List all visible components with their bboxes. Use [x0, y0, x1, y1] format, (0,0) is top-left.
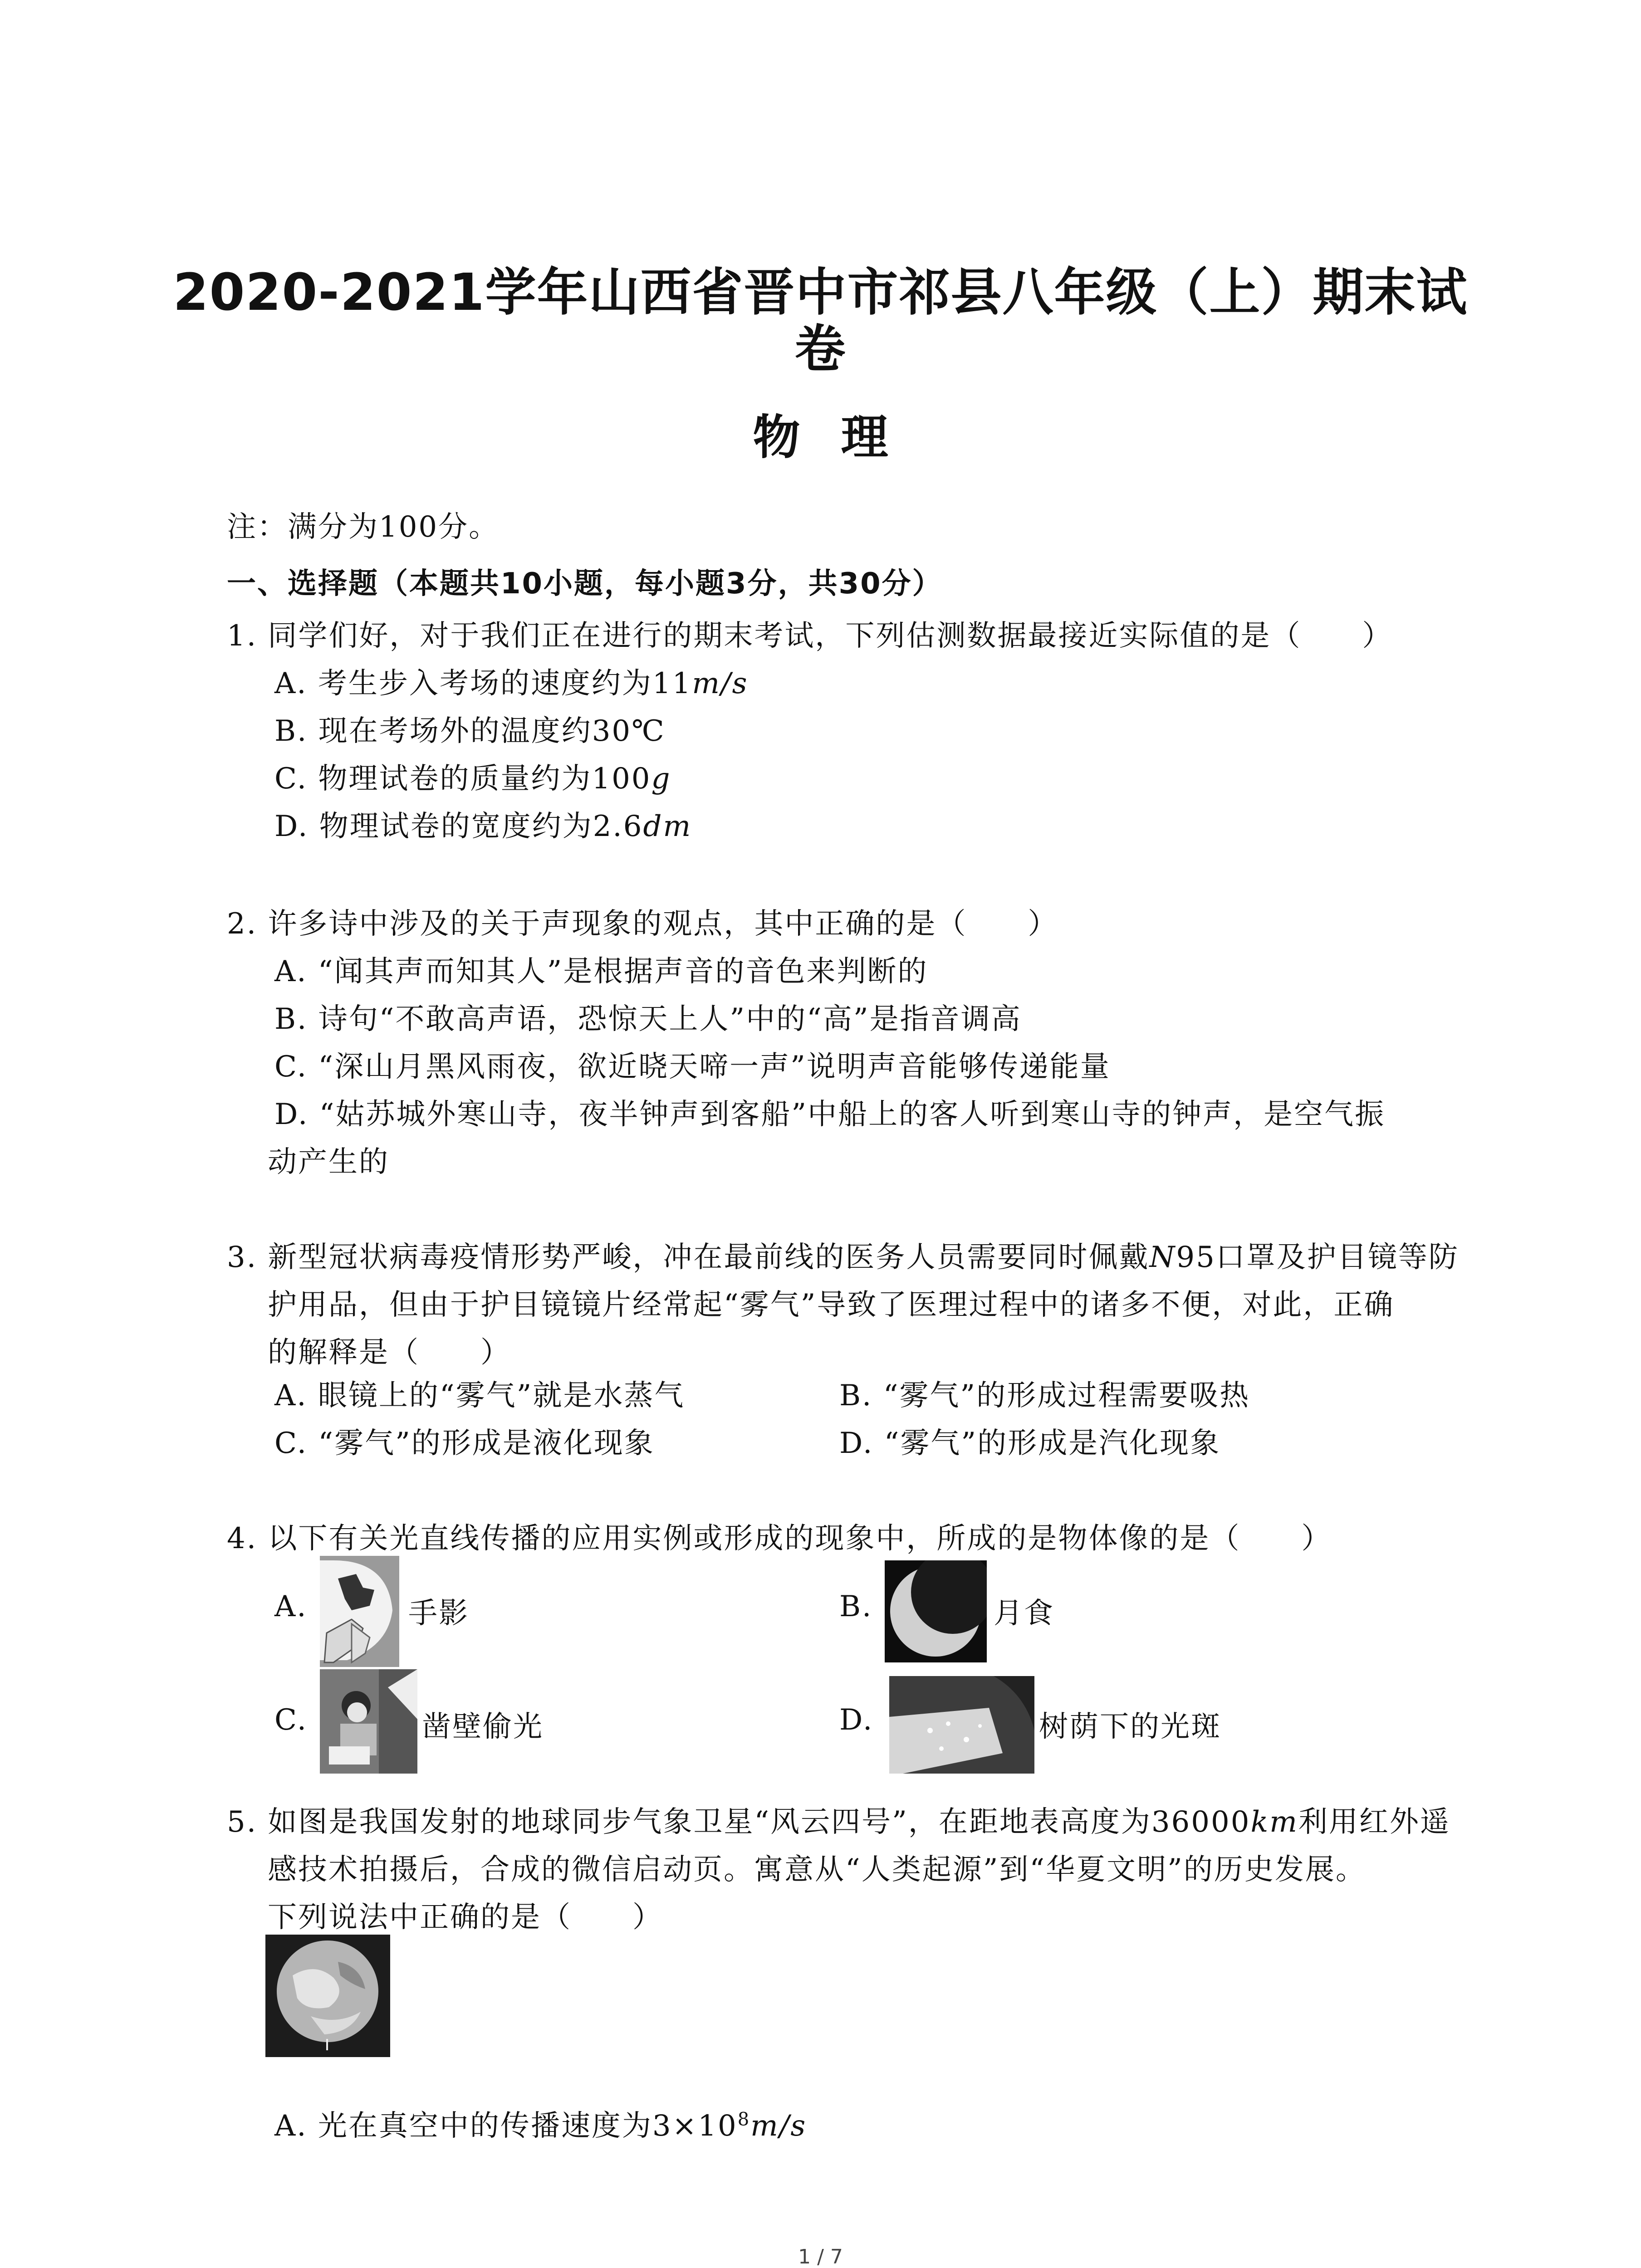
q1-stem: 1. 同学们好，对于我们正在进行的期末考试，下列估测数据最接近实际值的是（ ） [227, 619, 1393, 653]
q5-stem-line2: 感技术拍摄后，合成的微信启动页。寓意从“人类起源”到“华夏文明”的历史发展。 [268, 1853, 1366, 1887]
q1-option-a: A. 考生步入考场的速度约为11m/s [274, 667, 749, 700]
hand-shadow-image [320, 1556, 399, 1667]
q1-option-c: C. 物理试卷的质量约为100g [274, 762, 671, 796]
q4-option-d-letter: D. [839, 1703, 874, 1737]
q2-stem: 2. 许多诗中涉及的关于声现象的观点，其中正确的是（ ） [227, 907, 1058, 941]
q2-option-d-line2: 动产生的 [268, 1145, 389, 1179]
eclipse-image [885, 1560, 987, 1662]
q4-option-b-text: 月食 [994, 1597, 1054, 1630]
q3-option-a: A. 眼镜上的“雾气”就是水蒸气 [274, 1379, 685, 1413]
q3-stem-line3: 的解释是（ ） [268, 1336, 511, 1369]
earth-illustration [265, 1935, 390, 2057]
q4-option-a-text: 手影 [408, 1597, 469, 1630]
q3-option-c: C. “雾气”的形成是液化现象 [274, 1427, 655, 1460]
page-number: 1 / 7 [798, 2245, 843, 2268]
tree-light-spots-illustration [889, 1676, 1034, 1774]
q3-stem-line1: 3. 新型冠状病毒疫情形势严峻，冲在最前线的医务人员需要同时佩戴N95口罩及护目镜等防 [227, 1241, 1459, 1274]
chisel-wall-illustration [320, 1669, 417, 1774]
q2-option-a: A. “闻其声而知其人”是根据声音的音色来判断的 [274, 955, 928, 988]
q4-option-d-text: 树荫下的光斑 [1039, 1710, 1221, 1744]
exam-title-line1: 2020-2021学年山西省晋中市祁县八年级（上）期末试 [173, 263, 1468, 322]
q4-option-c-letter: C. [274, 1703, 308, 1737]
q3-stem-line2: 护用品，但由于护目镜镜片经常起“雾气”导致了医理过程中的诸多不便，对此，正确 [268, 1288, 1395, 1322]
q3-option-d: D. “雾气”的形成是汽化现象 [839, 1427, 1221, 1460]
earth-satellite-image [265, 1935, 390, 2057]
chisel-wall-image [320, 1669, 417, 1774]
q4-stem: 4. 以下有关光直线传播的应用实例或形成的现象中，所成的是物体像的是（ ） [227, 1522, 1332, 1555]
score-note: 注：满分为100分。 [227, 510, 500, 544]
q3-option-b: B. “雾气”的形成过程需要吸热 [839, 1379, 1250, 1413]
q5-stem-line1: 5. 如图是我国发射的地球同步气象卫星“风云四号”，在距地表高度为36000km利用红外遥 [227, 1805, 1450, 1839]
q5-stem-line3: 下列说法中正确的是（ ） [268, 1901, 663, 1934]
section-heading: 一、选择题（本题共10小题，每小题3分，共30分） [227, 567, 943, 601]
q2-option-d-line1: D. “姑苏城外寒山寺，夜半钟声到客船”中船上的客人听到寒山寺的钟声，是空气振 [274, 1098, 1386, 1131]
q4-option-a-letter: A. [274, 1590, 308, 1623]
q2-option-c: C. “深山月黑风雨夜，欲近晓天啼一声”说明声音能够传递能量 [274, 1050, 1111, 1084]
q4-option-b-letter: B. [839, 1590, 873, 1623]
tree-light-spots-image [889, 1676, 1034, 1774]
q5-option-a: A. 光在真空中的传播速度为$3\times 10^8m/s$ [274, 2109, 807, 2143]
hand-shadow-illustration [320, 1556, 399, 1667]
q1-option-d: D. 物理试卷的宽度约为2.6dm [274, 810, 692, 843]
q1-option-b: B. 现在考场外的温度约30℃ [274, 714, 666, 748]
q4-option-c-text: 凿壁偷光 [422, 1710, 544, 1744]
subject-title: 物理 [753, 410, 929, 465]
q2-option-b: B. 诗句“不敢高声语，恐惊天上人”中的“高”是指音调高 [274, 1002, 1022, 1036]
exam-title-line2: 卷 [794, 320, 847, 379]
eclipse-illustration [885, 1560, 987, 1662]
